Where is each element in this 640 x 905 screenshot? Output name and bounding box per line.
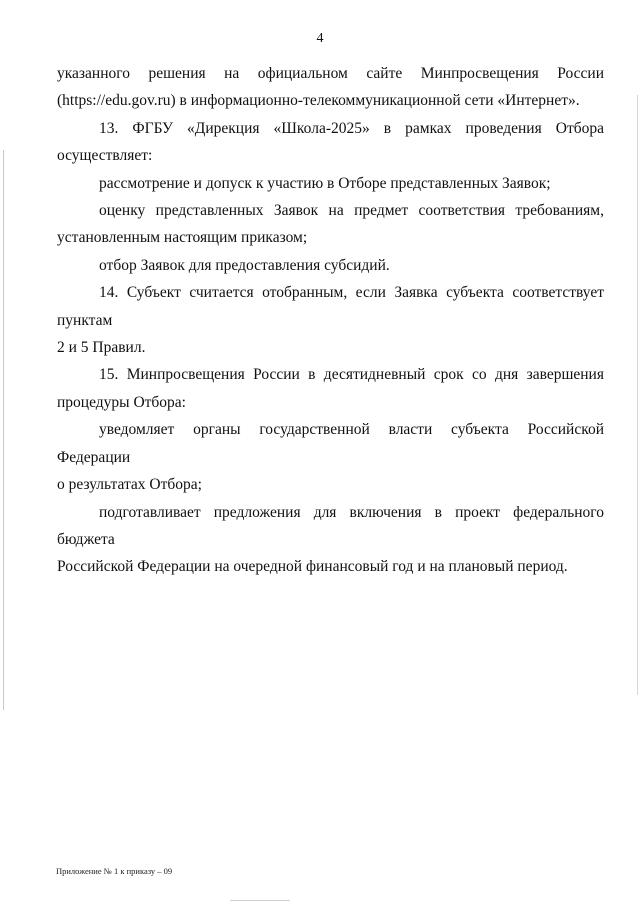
clause-13-line: 13. ФГБУ «Дирекция «Школа-2025» в рамках проведения Отбора bbox=[99, 119, 604, 137]
clause-13-item: рассмотрение и допуск к участию в Отборе представленных Заявок; bbox=[99, 174, 551, 192]
clause-14-line: 2 и 5 Правил. bbox=[57, 339, 146, 357]
clause-13-item: установленным настоящим приказом; bbox=[57, 229, 308, 247]
clause-15-line: процедуры Отбора: bbox=[57, 393, 186, 411]
clause-15-item: Российской Федерации на очередной финансовый год и на плановый период. bbox=[57, 558, 568, 576]
scan-edge-left bbox=[3, 150, 4, 710]
paragraph-line: указанного решения на официальном сайте Минпросвещения России bbox=[57, 65, 604, 82]
document-body bbox=[57, 60, 604, 581]
clause-13-item: отбор Заявок для предоставления субсидий. bbox=[99, 256, 390, 274]
clause-13-line: осуществляет: bbox=[57, 147, 153, 165]
clause-15-item: уведомляет органы государственной власти субъекта Российской Федерации bbox=[57, 421, 604, 466]
paragraph-line: (https://edu.gov.ru) в информационно-телекоммуникационной сети «Интернет». bbox=[57, 92, 580, 110]
footer-note: Приложение № 1 к приказу – 09 bbox=[56, 866, 173, 876]
clause-15-item: о результатах Отбора; bbox=[57, 476, 202, 494]
page-number: 4 bbox=[316, 31, 324, 46]
clause-15-item: подготавливает предложения для включения в проект федерального бюджета bbox=[57, 503, 604, 548]
scan-edge-right bbox=[637, 95, 638, 695]
clause-15-line: 15. Минпросвещения России в десятидневный срок со дня завершения bbox=[99, 366, 604, 384]
scan-edge-bottom bbox=[230, 900, 290, 901]
clause-14-line: 14. Субъект считается отобранным, если Заявка субъекта соответствует пунктам bbox=[57, 284, 604, 329]
clause-13-item: оценку представленных Заявок на предмет соответствия требованиям, bbox=[99, 202, 604, 220]
